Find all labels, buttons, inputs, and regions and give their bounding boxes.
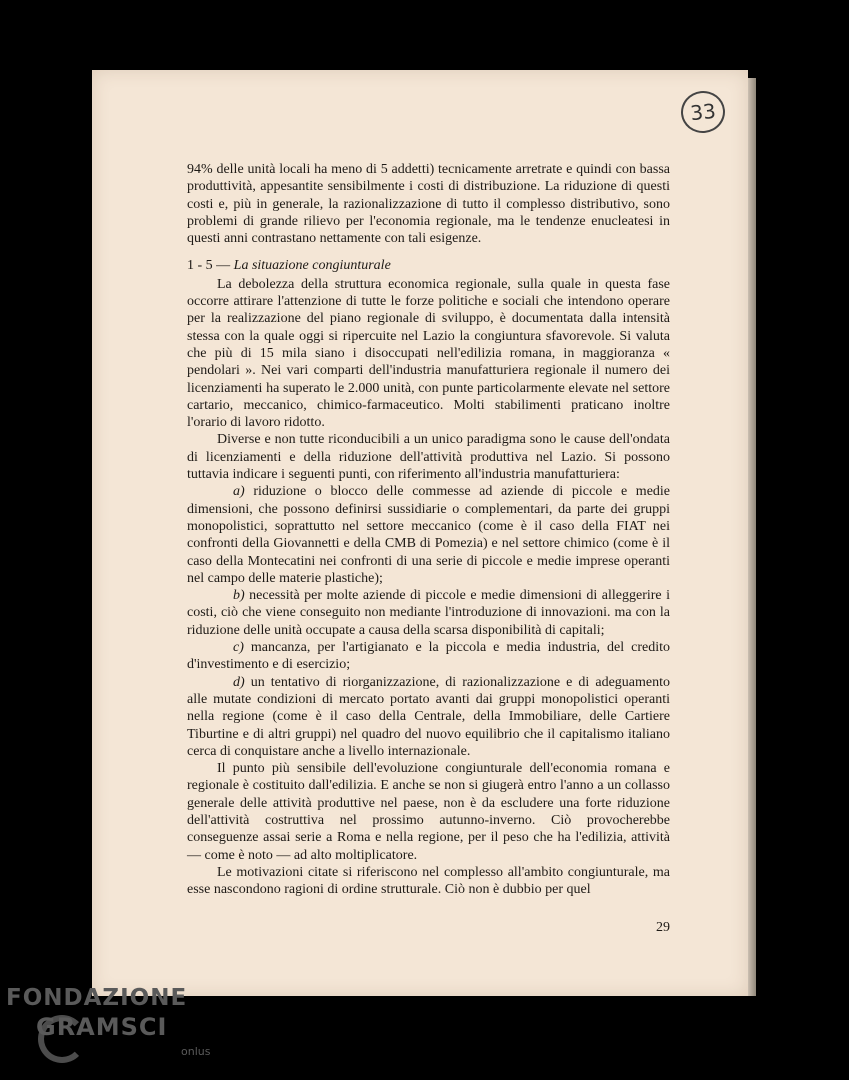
paragraph-3: Diverse e non tutte riconducibili a un unico paradigma sono le cause dell'ondata di licenziamenti e della riduzione dell'attività produttiva nel Lazio. Si possono tuttavia indicare i seguenti punti, con riferimento all'industria manufatturiera: [187, 432, 670, 483]
watermark-line-3: onlus [181, 1045, 211, 1058]
section-heading [187, 257, 670, 274]
list-item-text: necessità per molte aziende di piccole e medie dimensioni di alleggerire i costi, ciò che viene conseguito non mediante l'introduzione di innovazioni. ma con la riduzione delle unità occupate a causa della scarsa disponibilità di capitali; [187, 588, 670, 638]
handwritten-page-number: 33 [679, 89, 727, 135]
page-folio: 29 [656, 920, 670, 935]
list-marker: b) [233, 588, 245, 604]
paragraph-2: La debolezza della struttura economica regionale, sulla quale in questa fase occorre attirare l'attenzione di tutte le forze politiche e sociali che intendono operare per la realizzazione del piano regionale di sviluppo, è documentata dalla intensità stessa con la quale oggi si ripercuite nel Lazio la congiuntura sfavorevole. Si valuta che più di 15 mila siano i disoccupati nell'edilizia romana, in maggioranza « pendolari ». Nei vari comparti dell'industria manufatturiera regionale il numero dei licenziamenti ha superato le 2.000 unità, con punte particolarmente elevate nel settore cartario, meccanico, chimico-farmaceutico. Molti stabilimenti praticano inoltre l'orario di lavoro ridotto. [187, 276, 670, 431]
list-marker: d) [233, 674, 245, 690]
paragraph-5: Le motivazioni citate si riferiscono nel complesso all'ambito congiunturale, ma esse nascondono ragioni di ordine strutturale. Ciò non è dubbio per quel [187, 864, 670, 898]
paragraph-4: Il punto più sensibile dell'evoluzione congiunturale dell'economia romana e regionale è costituito dall'edilizia. E anche se non si giugerà entro l'anno a un collasso generale delle attività produttive nel paese, non è da escludere una forte riduzione dell'attività costruttiva nel prossimo autunno-inverno. Ciò provocherebbe conseguenze assai serie a Roma e nella regione, per il peso che ha l'edilizia, attività — come è noto — ad alto moltiplicatore. [187, 761, 670, 863]
body-text [187, 161, 670, 898]
list-marker: c) [233, 640, 244, 656]
section-number: 1 - 5 — [187, 258, 231, 274]
watermark-line-2: GRAMSCI [36, 1013, 168, 1041]
watermark-line-1: FONDAZIONE [6, 985, 188, 1011]
section-title: La situazione congiunturale [233, 258, 391, 274]
list-item-text: mancanza, per l'artigianato e la piccola e media industria, del credito d'investimento e di esercizio; [187, 640, 671, 673]
list-item-a [187, 483, 670, 587]
page-edge [748, 78, 756, 996]
paragraph-1: 94% delle unità locali ha meno di 5 addetti) tecnicamente arretrate e quindi con bassa produttività, appesantite sensibilmente i costi di distribuzione. La riduzione di questi costi e, più in generale, la razionalizzazione di tutto il complesso distributivo, sono problemi di grande rilievo per l'economia regionale, ma le tendenze enucleatesi in questi anni contrastano nettamente con tali esigenze. [187, 162, 670, 247]
list-item-c [187, 639, 670, 674]
list-item-text: un tentativo di riorganizzazione, di razionalizzazione e di adeguamento alle mutate condizioni di mercato portato avanti dai gruppi monopolistici operanti nella regione (come è il caso della Centrale, della Immobiliare, delle Cartiere Tiburtine e di altri gruppi) nel quadro del nuovo equilibrio che il capitalismo italiano cerca di conquistare anche a livello internazionale. [187, 674, 670, 759]
watermark-logo [6, 985, 216, 1080]
list-item-d [187, 674, 670, 760]
list-item-text: riduzione o blocco delle commesse ad aziende di piccole e medie dimensioni, che possono definirsi sussidiarie o complementari, da parte dei gruppi monopolistici, soprattutto nel settore meccanico (come è il caso della FIAT nei confronti della Giovannetti e della CMB di Pomezia) e nel settore chimico (come è il caso della Montecatini nei confronti di una serie di piccole e medie imprese operanti nel campo delle materie plastiche); [187, 484, 671, 586]
list-item-b [187, 587, 670, 639]
list-marker: a) [233, 484, 245, 500]
